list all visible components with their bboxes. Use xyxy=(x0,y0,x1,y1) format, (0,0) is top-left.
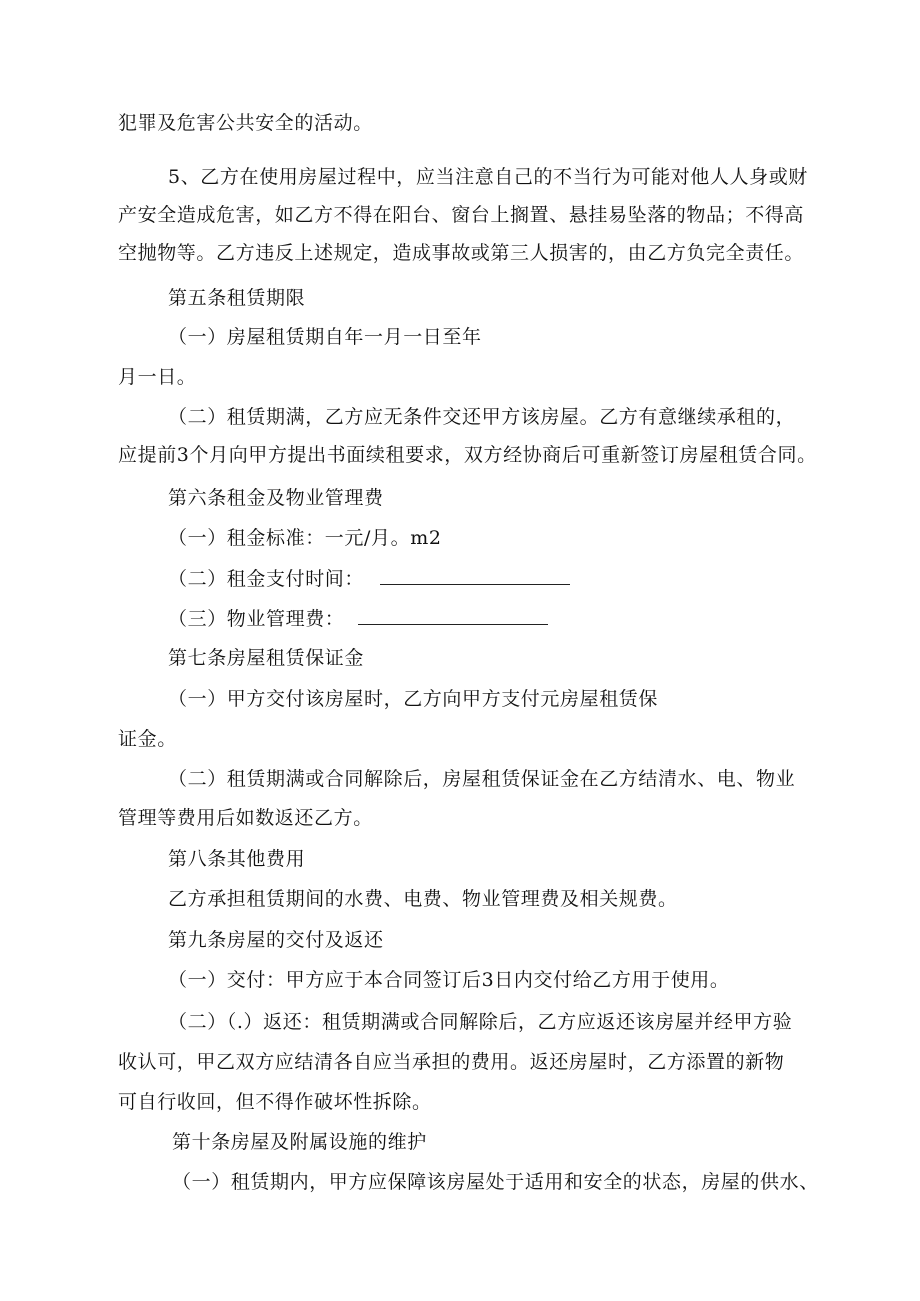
text-line: （二）租赁期满或合同解除后，房屋租赁保证金在乙方结清水、电、物业 xyxy=(168,768,796,790)
section-heading: 第八条其他费用 xyxy=(168,848,306,870)
text-line: （一）交付：甲方应于本合同签订后3日内交付给乙方用于使用。 xyxy=(168,969,730,991)
text-line: 犯罪及危害公共安全的活动。 xyxy=(118,112,373,134)
blank-underline xyxy=(380,566,570,585)
text-line: （二）（.）返还：租赁期满或合同解除后，乙方应返还该房屋并经甲方验 xyxy=(168,1011,793,1033)
text-line: （一）租金标准：一元/月。m2 xyxy=(168,527,442,549)
section-heading: 第七条房屋租赁保证金 xyxy=(168,647,365,669)
text-line: 管理等费用后如数返还乙方。 xyxy=(118,807,373,829)
text-line: （一）房屋租赁期自年一月一日至年 xyxy=(168,326,482,348)
text-line: 证金。 xyxy=(118,728,177,750)
text-line: （一）甲方交付该房屋时，乙方向甲方支付元房屋租赁保 xyxy=(168,688,659,710)
property-fee-label: （三）物业管理费： xyxy=(168,608,345,630)
section-heading: 第九条房屋的交付及返还 xyxy=(168,929,384,951)
rent-payment-time-label: （二）租金支付时间： xyxy=(168,568,365,590)
text-line xyxy=(168,606,548,631)
text-line: （二）租赁期满，乙方应无条件交还甲方该房屋。乙方有意继续承租的， xyxy=(168,406,796,428)
text-line xyxy=(168,566,570,591)
text-line: 应提前3个月向甲方提出书面续租要求，双方经协商后可重新签订房屋租赁合同。 xyxy=(118,444,817,466)
blank-underline xyxy=(358,606,548,625)
section-heading: 第五条租赁期限 xyxy=(168,287,306,309)
text-line: 5、乙方在使用房屋过程中，应当注意自己的不当行为可能对他人人身或财 xyxy=(168,166,808,188)
text-line: 空抛物等。乙方违反上述规定，造成事故或第三人损害的，由乙方负完全责任。 xyxy=(118,242,805,264)
text-line: 收认可，甲乙双方应结清各自应当承担的费用。返还房屋时，乙方添置的新物 xyxy=(118,1051,785,1073)
text-line: 可自行收回，但不得作破坏性拆除。 xyxy=(118,1091,432,1113)
text-line: （一）租赁期内，甲方应保障该房屋处于适用和安全的状态，房屋的供水、 xyxy=(172,1171,819,1193)
section-heading: 第六条租金及物业管理费 xyxy=(168,487,384,509)
section-heading: 第十条房屋及附属设施的维护 xyxy=(172,1131,427,1153)
text-line: 乙方承担租赁期间的水费、电费、物业管理费及相关规费。 xyxy=(168,888,678,910)
text-line: 月一日。 xyxy=(118,366,197,388)
text-line: 产安全造成危害，如乙方不得在阳台、窗台上搁置、悬挂易坠落的物品；不得高 xyxy=(118,204,805,226)
